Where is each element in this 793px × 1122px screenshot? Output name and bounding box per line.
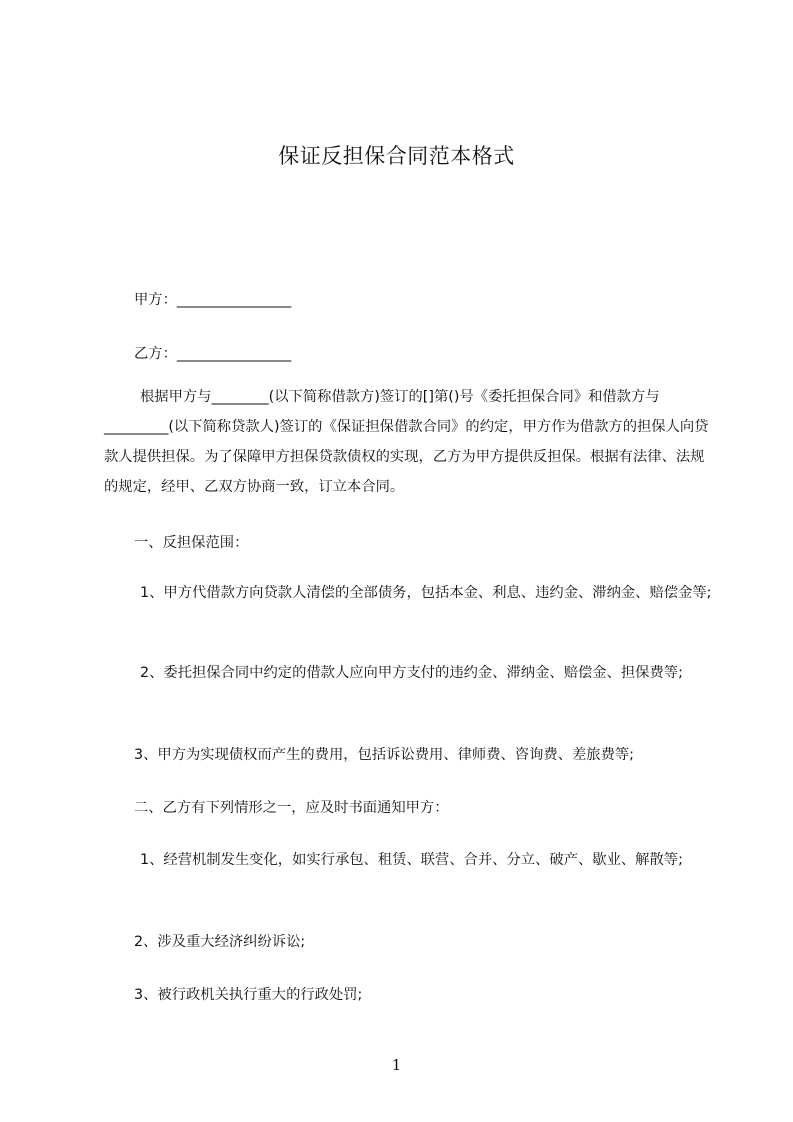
- section1-item-1-text: 1、甲方代借款方向贷款人清偿的全部债务，包括本金、利息、违约金、滞纳金、赔偿金等;: [140, 585, 712, 601]
- section1-item-2-text: 2、委托担保合同中约定的借款人应向甲方支付的违约金、滞纳金、赔偿金、担保费等;: [140, 665, 683, 681]
- section2-item-3: 3、被行政机关执行重大的行政处罚;: [134, 987, 363, 1003]
- section1-item-2: [104, 658, 714, 688]
- section1-heading: 一、反担保范围：: [134, 535, 249, 551]
- preamble-text: 根据甲方与________(以下简称借款方)签订的[]第()号《委托担保合同》和借款方与_________(以下简称贷款人)签订的《保证担保借款合同》的约定，甲方作为借款方的担保人向贷款人提供担保。为了保障甲方担保贷款债权的实现，乙方为甲方提供反担保。根据有法律、法规的规定，经甲、乙双方协商一致，订立本合同。: [104, 389, 709, 495]
- preamble-paragraph: [104, 382, 714, 502]
- section2-item-1: [104, 845, 714, 875]
- section2-item-1-text: 1、经营机制发生变化，如实行承包、租赁、联营、合并、分立、破产、歇业、解散等;: [140, 852, 683, 868]
- party-a-line: 甲方：________________: [134, 292, 292, 308]
- section2-heading: 二、乙方有下列情形之一，应及时书面通知甲方：: [134, 800, 449, 816]
- document-title: 保证反担保合同范本格式: [278, 144, 515, 168]
- page-number: 1: [391, 1056, 402, 1074]
- section1-item-1: [104, 578, 714, 608]
- section2-item-2: 2、涉及重大经济纠纷诉讼;: [134, 934, 306, 950]
- section1-item-3: 3、甲方为实现债权而产生的费用，包括诉讼费用、律师费、咨询费、差旅费等;: [134, 747, 635, 763]
- party-b-line: 乙方：________________: [134, 346, 292, 362]
